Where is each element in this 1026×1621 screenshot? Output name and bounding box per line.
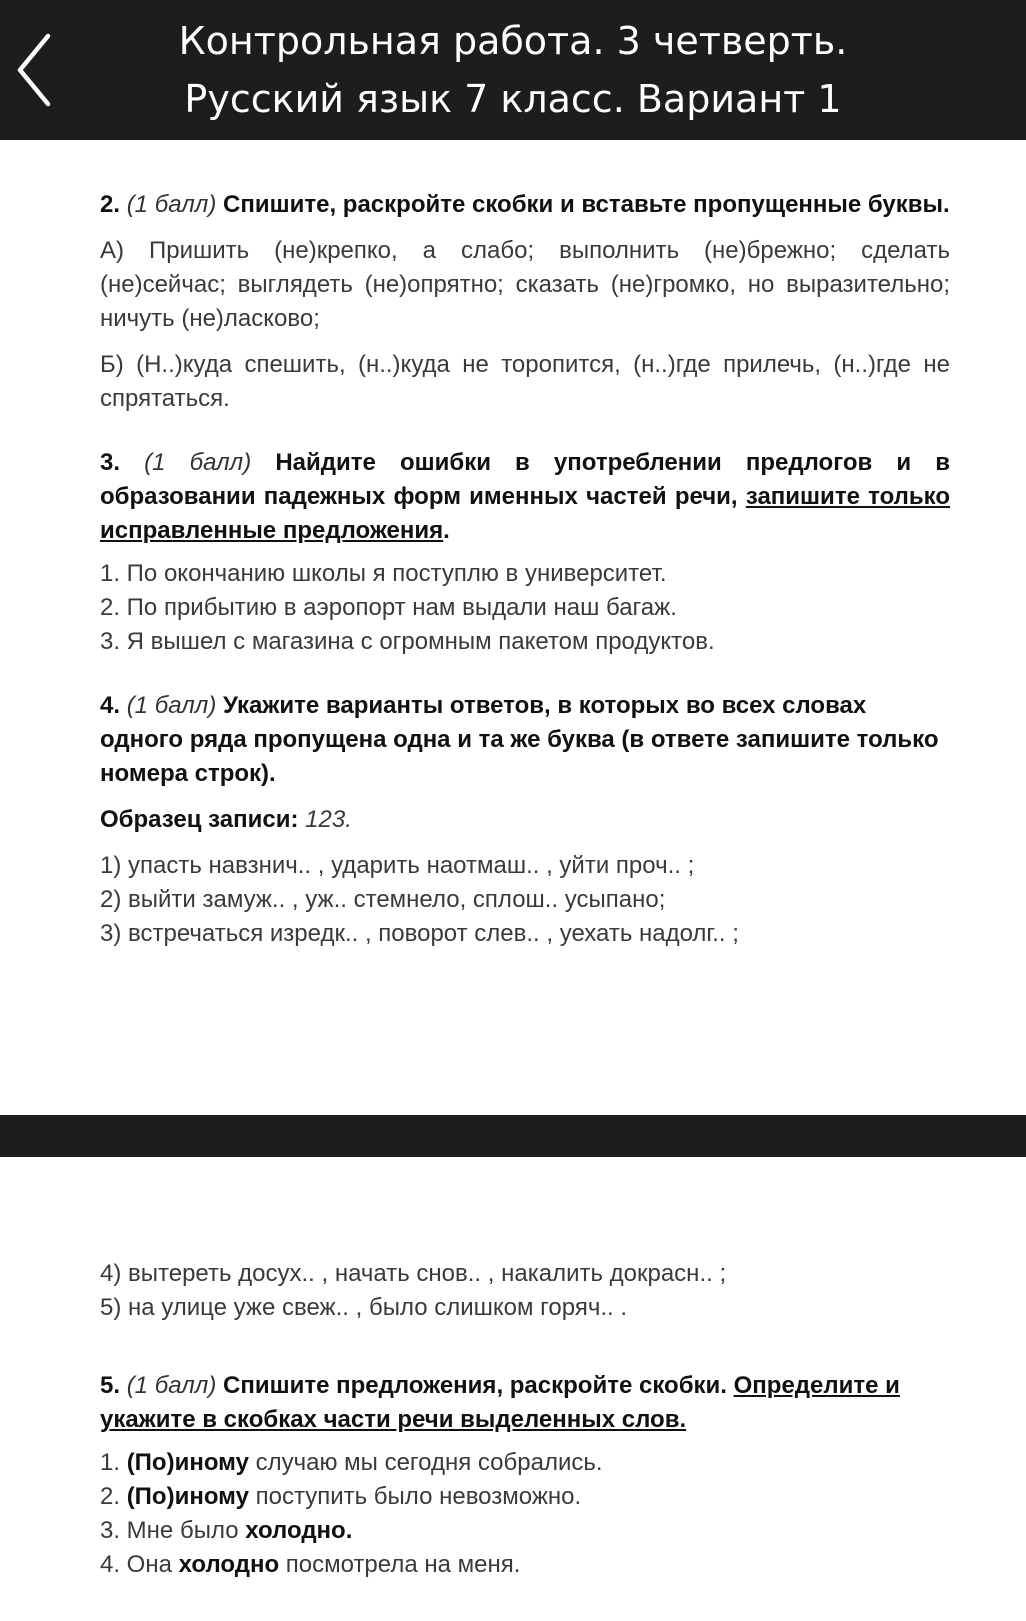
list-item: [100, 1514, 950, 1548]
task-3-points: (1 балл): [144, 449, 252, 476]
page-title-line-2: Русский язык 7 класс. Вариант 1: [184, 77, 842, 121]
task-4-sample-value: 123.: [305, 806, 352, 833]
list-item: 2. По прибытию в аэропорт нам выдали наш багаж.: [100, 594, 677, 621]
top-bar: [0, 0, 1026, 140]
item-text: случаю мы сегодня собрались.: [248, 1449, 603, 1476]
item-text: поступить было невозможно.: [248, 1483, 582, 1510]
item-highlighted-word: (По)иному: [126, 1483, 249, 1510]
task-5-instruction: Спишите предложения, раскройте скобки.: [223, 1372, 727, 1399]
task-5: [100, 1369, 950, 1582]
task-5-number: 5.: [100, 1372, 121, 1399]
task-4-points: (1 балл): [126, 692, 217, 719]
task-4-number: 4.: [100, 692, 121, 719]
item-text: 3. Мне было: [100, 1517, 246, 1544]
page-separator: [0, 1115, 1026, 1157]
list-item: 5) на улице уже свеж.. , было слишком горяч.. .: [100, 1294, 628, 1321]
task-3: [100, 446, 950, 659]
task-3-instruction-underlined: запишите только исправленные предложения: [100, 483, 951, 544]
task-4-list-continued: [100, 1257, 950, 1325]
task-5-points: (1 балл): [126, 1372, 217, 1399]
page-1-content: [100, 188, 950, 951]
task-4-list: [100, 849, 950, 951]
task-4-title: [100, 689, 950, 791]
document-page-2: [0, 1157, 1026, 1621]
item-text: 4. Она: [100, 1551, 179, 1578]
list-item: 1. По окончанию школы я поступлю в университет.: [100, 560, 667, 587]
item-highlighted-word: (По)иному: [126, 1449, 249, 1476]
task-2-number: 2.: [100, 191, 121, 218]
list-item: 1) упасть навзнич.. , ударить наотмаш.. , уйти проч.. ;: [100, 852, 695, 879]
task-2-part-a: А) Пришить (не)крепко, а слабо; выполнить (не)брежно; сделать (не)сейчас; выглядеть (не)опрятно; сказать (не)громко, но выразительно; ничуть (не)ласково;: [100, 237, 950, 332]
task-5-title: [100, 1369, 950, 1437]
task-3-list: [100, 557, 950, 659]
item-text: 2.: [100, 1483, 127, 1510]
page-title: [80, 12, 946, 128]
task-5-instruction-underlined: Определите и укажите в скобках части речи выделенных слов.: [100, 1372, 900, 1433]
task-4-instruction: Укажите варианты ответов, в которых во всех словах одного ряда пропущена одна и та же буква (в ответе запишите только номера строк).: [100, 692, 939, 787]
task-3-instruction-end: .: [443, 517, 450, 544]
task-5-list: [100, 1446, 950, 1582]
item-text: 1.: [100, 1449, 127, 1476]
task-4-sample: [100, 803, 950, 837]
task-4: [100, 689, 950, 951]
page-2-content: [100, 1257, 950, 1582]
list-item: [100, 1446, 950, 1480]
task-2-points: (1 балл): [126, 191, 217, 218]
list-item: [100, 1480, 950, 1514]
back-button[interactable]: [6, 20, 62, 120]
list-item: 3. Я вышел с магазина с огромным пакетом продуктов.: [100, 628, 715, 655]
task-3-title: [100, 446, 950, 548]
task-2: [100, 188, 950, 416]
task-2-title: [100, 188, 950, 222]
document-page-1: [0, 140, 1026, 1115]
item-highlighted-word: холодно.: [245, 1517, 353, 1544]
task-2-instruction: Спишите, раскройте скобки и вставьте пропущенные буквы.: [223, 191, 950, 218]
task-3-instruction: Найдите ошибки в употреблении предлогов и в образовании падежных форм именных частей речи,: [100, 449, 951, 510]
task-2-part-b: Б) (Н..)куда спешить, (н..)куда не торопится, (н..)где прилечь, (н..)где не спрятаться.: [100, 351, 950, 412]
chevron-left-icon: [14, 32, 54, 108]
list-item: 4) вытереть досух.. , начать снов.. , накалить докрасн.. ;: [100, 1260, 727, 1287]
page-title-line-1: Контрольная работа. 3 четверть.: [178, 19, 848, 63]
list-item: [100, 1548, 950, 1582]
item-text: посмотрела на меня.: [279, 1551, 521, 1578]
task-3-number: 3.: [100, 449, 121, 476]
task-4-sample-label: Образец записи:: [100, 806, 299, 833]
list-item: 2) выйти замуж.. , уж.. стемнело, сплош.. усыпано;: [100, 886, 666, 913]
item-highlighted-word: холодно: [178, 1551, 280, 1578]
list-item: 3) встречаться изредк.. , поворот слев.. , уехать надолг.. ;: [100, 920, 739, 947]
